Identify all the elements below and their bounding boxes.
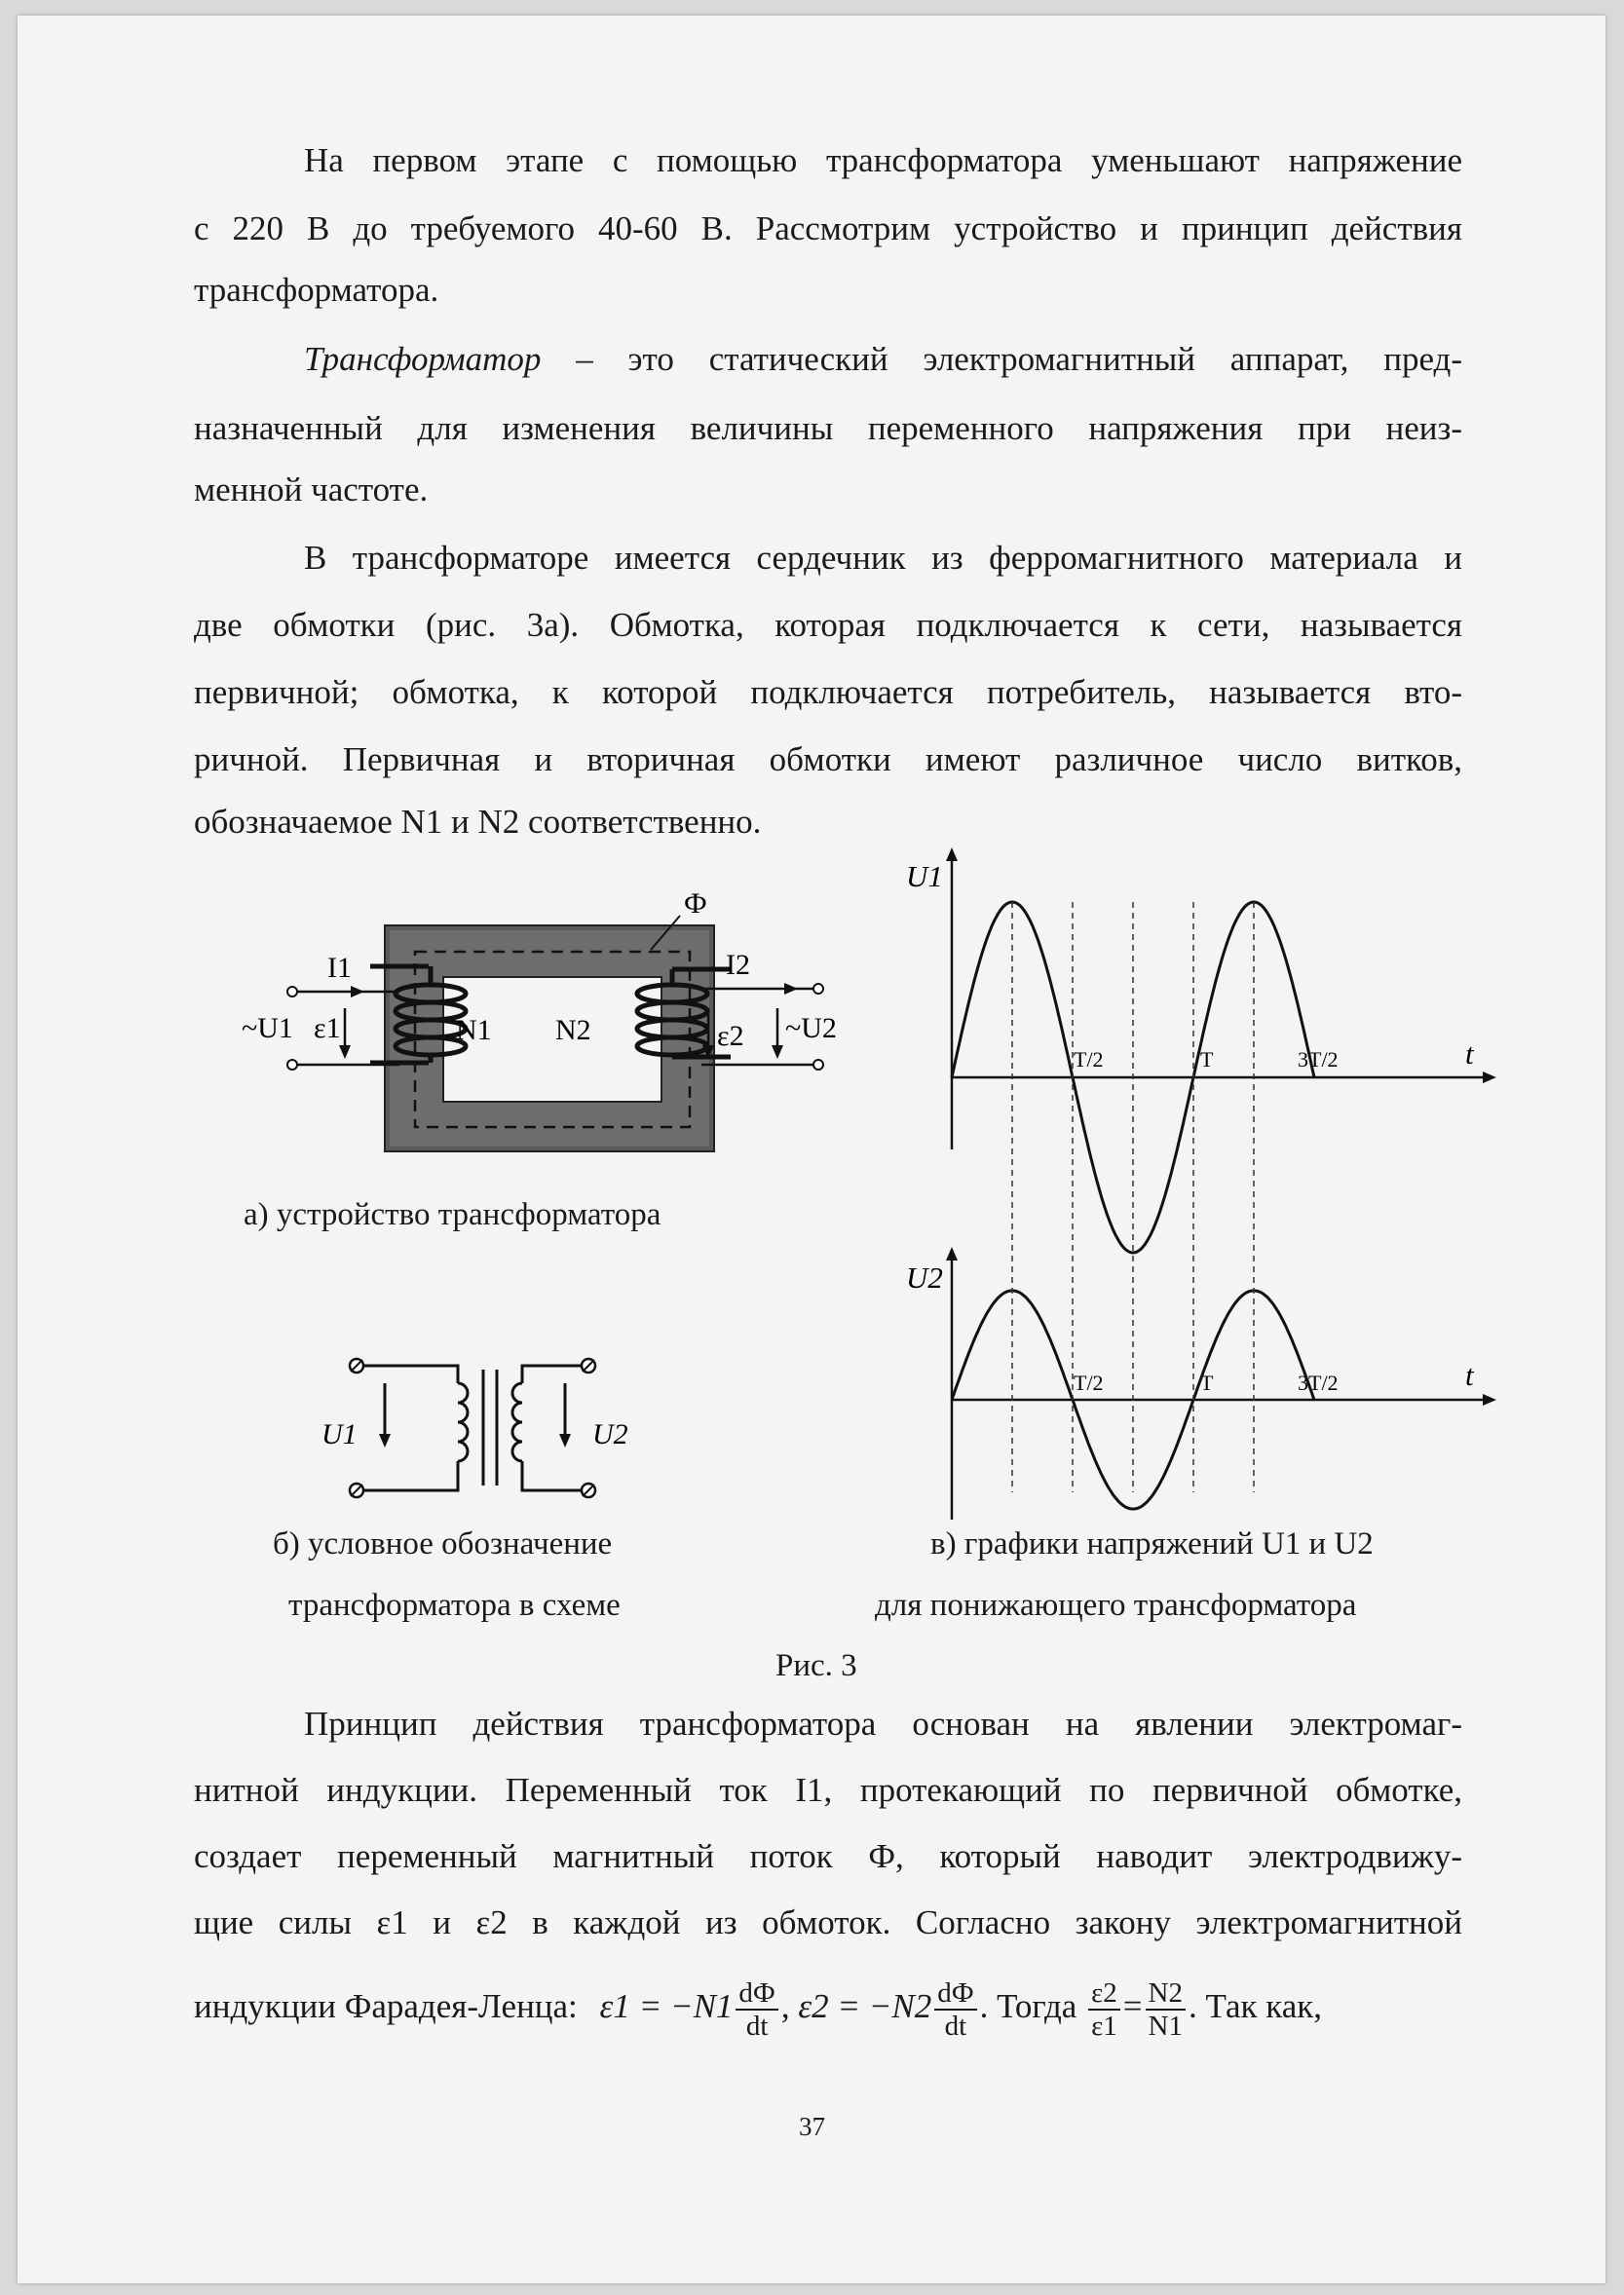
eq2-den: dt [944, 2011, 967, 2042]
p2-line2: назначенный для изменения величины переменного напряжения при неиз- [194, 409, 1462, 447]
caption-c-line2: для понижающего трансформатора [875, 1588, 1357, 1623]
caption-b-line1: б) условное обозначение [273, 1526, 613, 1561]
eq2-lhs: ε2 = −N2 [798, 1987, 932, 2026]
ratio-rhs-fraction [1146, 1977, 1186, 2042]
eq1-num: dФ [736, 1977, 777, 2011]
label-e1: ε1 [314, 1012, 341, 1044]
term-transformer: Трансформатор [304, 340, 542, 378]
graph2-ylabel: U2 [906, 1260, 943, 1295]
p4-line3: создает переменный магнитный поток Ф, который наводит электродвижу- [194, 1837, 1462, 1875]
eq2-fraction [934, 1977, 976, 2042]
symbol-label-u2: U2 [592, 1418, 628, 1450]
graph1-ylabel: U1 [906, 859, 943, 893]
caption-c-line1-text: в) графики напряжений U1 и U2 [930, 1526, 1374, 1561]
p2-line3: менной частоте. [194, 470, 429, 508]
label-u1: ~U1 [242, 1012, 293, 1044]
p3-line4: ричной. Первичная и вторичная обмотки имеют различное число витков, [194, 740, 1462, 778]
eq1-lhs: ε1 = −N1 [599, 1987, 734, 2026]
graph1-tick-3t-half: 3T/2 [1298, 1047, 1339, 1072]
label-flux: Ф [684, 887, 707, 920]
p3-line1: В трансформаторе имеется сердечник из ферромагнитного материала и [304, 539, 1462, 577]
caption-b-line2: трансформатора в схеме [288, 1588, 621, 1623]
ratio-num: ε2 [1088, 1977, 1120, 2011]
graph1-tick-t: T [1200, 1047, 1214, 1072]
p4-line5-end: . Так как, [1188, 1987, 1323, 2026]
label-n2: N2 [555, 1014, 591, 1046]
graph2-tick-3t-half: 3T/2 [1298, 1371, 1339, 1395]
label-u2: ~U2 [785, 1012, 837, 1044]
p2-line1 [304, 340, 1462, 379]
ratio-rhs-den: N1 [1148, 2011, 1183, 2042]
p1-line1: На первом этапе с помощью трансформатора уменьшают напряжение [304, 141, 1462, 179]
eq1-den: dt [745, 2011, 769, 2042]
eq2-num: dФ [934, 1977, 976, 2011]
graph-u1 [906, 847, 1496, 1253]
caption-a: а) устройство трансформатора [244, 1197, 661, 1232]
p1-line2: с 220 В до требуемого 40-60 В. Рассмотрим устройство и принцип действия [194, 209, 1462, 247]
figure-label: Рис. 3 [775, 1648, 857, 1683]
label-n1: N1 [456, 1014, 492, 1046]
p4-line2: нитной индукции. Переменный ток I1, протекающий по первичной обмотке, [194, 1771, 1462, 1809]
graph2-tick-t: T [1200, 1371, 1214, 1395]
p3-line5: обозначаемое N1 и N2 соответственно. [194, 803, 762, 841]
ratio-fraction [1088, 1977, 1120, 2042]
p4-line5: индукции Фарадея-Ленца: ε1 = −N1 $\frac{dФ}{dt}$ , ε2 = −N2 $\frac{dФ}{dt}$ . Тогда $\frac{\varepsilon 2}{\varepsilon 1}$ = $\frac{N2}{N1}$ . Так как, [194, 1977, 1323, 2042]
label-e2: ε2 [717, 1020, 744, 1052]
transformer-symbol-diagram [302, 1344, 628, 1510]
eq1-fraction [736, 1977, 777, 2042]
p1-line3: трансформатора. [194, 271, 439, 309]
label-i2: I2 [726, 949, 750, 981]
label-i1: I1 [327, 952, 352, 984]
p3-line3: первичной; обмотка, к которой подключается потребитель, называется вто- [194, 673, 1462, 711]
graph2-tick-t-half: T/2 [1074, 1371, 1104, 1395]
graph1-xlabel: t [1465, 1036, 1474, 1071]
graph-u2 [906, 1247, 1496, 1520]
ratio-rhs-num: N2 [1146, 1977, 1186, 2011]
p4-line1: Принцип действия трансформатора основан на явлении электромаг- [304, 1705, 1462, 1743]
caption-c-line1 [930, 1524, 1374, 1563]
voltage-graphs [896, 847, 1500, 1529]
ratio-den: ε1 [1091, 2011, 1117, 2042]
page-number: 37 [799, 2112, 825, 2141]
graph1-tick-t-half: T/2 [1074, 1047, 1104, 1072]
symbol-label-u1: U1 [321, 1418, 358, 1450]
p4-line4: щие силы ε1 и ε2 в каждой из обмоток. Согласно закону электромагнитной [194, 1903, 1462, 1941]
p4-line5-start: индукции Фарадея-Ленца: [194, 1987, 578, 2026]
graph2-xlabel: t [1465, 1358, 1474, 1392]
transformer-device-diagram [244, 872, 848, 1193]
p3-line2: две обмотки (рис. 3а). Обмотка, которая подключается к сети, называется [194, 606, 1462, 644]
p2-line1-rest: – это статический электромагнитный аппарат, пред- [541, 340, 1462, 378]
then-word: Тогда [997, 1987, 1077, 2026]
